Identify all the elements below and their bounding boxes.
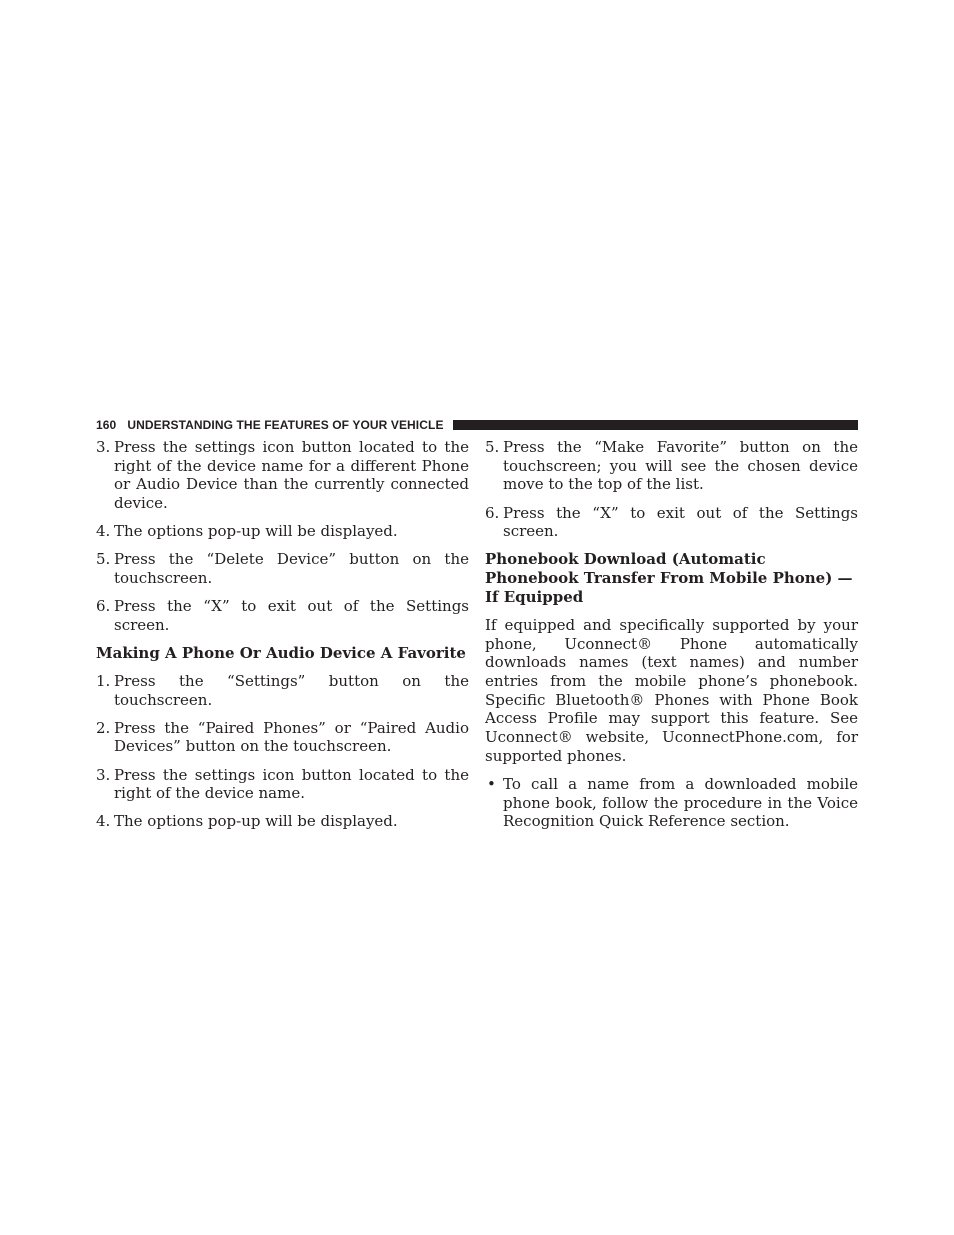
list-item xyxy=(96,438,469,513)
bullet-text: To call a name from a downloaded mobile phone book, follow the procedure in the Voice Recognition Quick Reference section. xyxy=(503,774,858,831)
section-heading-favorite: Making A Phone Or Audio Device A Favorite xyxy=(96,643,466,662)
step-text: Press the “Settings” button on the touchscreen. xyxy=(114,671,469,709)
left-column xyxy=(96,438,469,840)
step-number: 5. xyxy=(96,550,111,569)
running-title: UNDERSTANDING THE FEATURES OF YOUR VEHICLE xyxy=(127,418,444,432)
list-item xyxy=(485,504,858,541)
right-column xyxy=(485,438,858,840)
step-number: 6. xyxy=(96,597,111,616)
step-number: 5. xyxy=(485,438,500,456)
list-item xyxy=(96,597,469,634)
header-rule-bar xyxy=(453,420,858,430)
list-item xyxy=(96,812,469,831)
page-header xyxy=(96,418,858,432)
list-item xyxy=(96,550,469,587)
list-item xyxy=(96,522,469,541)
step-number: 3. xyxy=(96,765,111,784)
step-text: Press the settings icon button located to the right of the device name for a different Phone or Audio Device than the currently connected device. xyxy=(114,438,469,513)
list-item xyxy=(96,719,469,756)
list-item xyxy=(485,438,858,494)
step-text: Press the “Delete Device” button on the touchscreen. xyxy=(114,550,469,587)
step-text: Press the “X” to exit out of the Settings screen. xyxy=(114,597,469,634)
step-text: Press the “X” to exit out of the Settings screen. xyxy=(503,503,858,541)
step-number: 6. xyxy=(485,503,500,522)
step-text: The options pop-up will be displayed. xyxy=(114,812,398,831)
step-text: Press the settings icon button located to the right of the device name. xyxy=(114,765,469,803)
step-number: 4. xyxy=(96,522,111,541)
bullet-symbol: • xyxy=(487,774,496,793)
list-item xyxy=(96,766,469,803)
step-text: Press the “Paired Phones” or “Paired Audio Devices” button on the touchscreen. xyxy=(114,718,469,756)
step-text: The options pop-up will be displayed. xyxy=(114,522,398,541)
bullet-item xyxy=(485,775,858,831)
step-text: Press the “Make Favorite” button on the touchscreen; you will see the chosen device move to the top of the list. xyxy=(503,438,858,494)
page-number: 160 xyxy=(96,418,117,432)
body-paragraph: If equipped and specifically supported by your phone, Uconnect® Phone automatically downloads names (text names) and number entries from the mobile phone’s phonebook. Specific Bluetooth® Phones with Phone Book Access Profile may support this feature. See Uconnect® website, UconnectPhone.com, for supported phones. xyxy=(485,615,858,765)
step-number: 3. xyxy=(96,438,111,456)
section-heading-phonebook: Phonebook Download (Automatic Phonebook Transfer From Mobile Phone) — If Equipped xyxy=(485,550,853,606)
step-number: 1. xyxy=(96,671,111,690)
step-number: 4. xyxy=(96,812,111,831)
step-number: 2. xyxy=(96,718,111,737)
list-item xyxy=(96,672,469,709)
